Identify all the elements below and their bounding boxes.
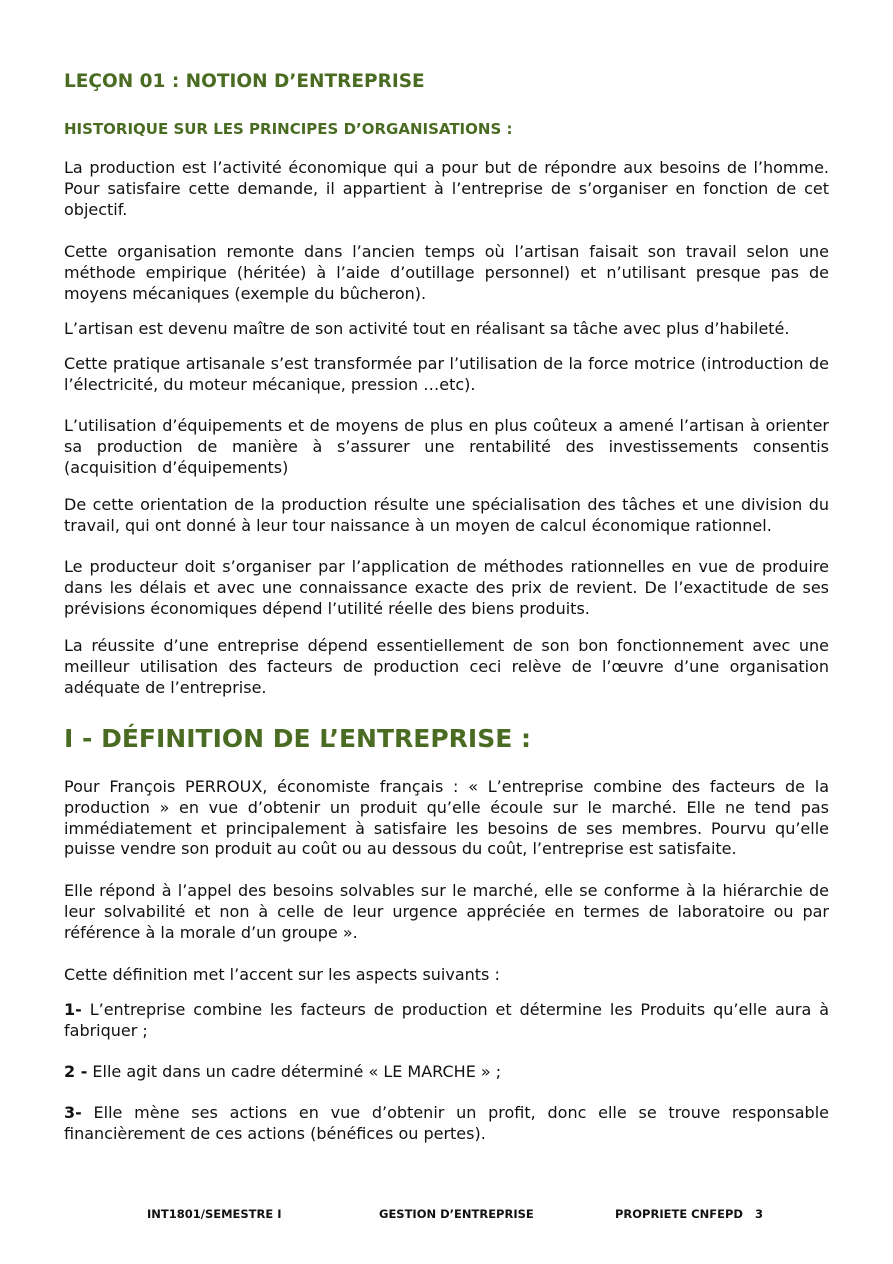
footer-course-code: INT1801/SEMESTRE I bbox=[147, 1207, 282, 1221]
list-item bbox=[64, 1000, 829, 1042]
list-item bbox=[64, 1062, 829, 1083]
paragraph: Cette pratique artisanale s’est transformée par l’utilisation de la force motrice (introduction de l’électricité, du moteur mécanique, pression …etc). bbox=[64, 354, 829, 394]
list-item-text: Elle mène ses actions en vue d’obtenir un profit, donc elle se trouve responsable financièrement de ces actions (bénéfices ou pertes). bbox=[64, 1103, 829, 1143]
section-heading: HISTORIQUE SUR LES PRINCIPES D’ORGANISATIONS : bbox=[64, 120, 513, 138]
footer-page-number: 3 bbox=[755, 1207, 764, 1221]
footer-subject: GESTION D’ENTREPRISE bbox=[379, 1207, 534, 1221]
lesson-title: LEÇON 01 : NOTION D’ENTREPRISE bbox=[64, 71, 425, 92]
page-footer bbox=[0, 1207, 893, 1225]
footer-owner: PROPRIETE CNFEPD bbox=[615, 1207, 743, 1221]
paragraph: La réussite d’une entreprise dépend essentiellement de son bon fonctionnement avec une meilleur utilisation des facteurs de production ceci relève de l’œuvre d’une organisation adéquate de l’entreprise. bbox=[64, 636, 829, 697]
list-item-text: L’entreprise combine les facteurs de production et détermine les Produits qu’elle aura à fabriquer ; bbox=[64, 1000, 829, 1040]
list-item-number: 3- bbox=[64, 1103, 82, 1122]
list-item-number: 2 - bbox=[64, 1062, 88, 1081]
paragraph: Cette organisation remonte dans l’ancien temps où l’artisan faisait son travail selon une méthode empirique (héritée) à l’aide d’outillage personnel) et n’utilisant presque pas de moyens mécaniques (exemple du bûcheron). bbox=[64, 242, 829, 303]
definition-paragraph: Elle répond à l’appel des besoins solvables sur le marché, elle se conforme à la hiérarchie de leur solvabilité et non à celle de leur urgence appréciée en termes de laboratoire ou par référence à la morale d’un groupe ». bbox=[64, 881, 829, 942]
paragraph: De cette orientation de la production résulte une spécialisation des tâches et une division du travail, qui ont donné à leur tour naissance à un moyen de calcul économique rationnel. bbox=[64, 495, 829, 535]
list-item-number: 1- bbox=[64, 1000, 82, 1019]
paragraph: Le producteur doit s’organiser par l’application de méthodes rationnelles en vue de produire dans les délais et avec une connaissance exacte des prix de revient. De l’exactitude de ses prévisions économiques dépend l’utilité réelle des biens produits. bbox=[64, 557, 829, 618]
paragraph: L’utilisation d’équipements et de moyens de plus en plus coûteux a amené l’artisan à orienter sa production de manière à s’assurer une rentabilité des investissements consentis (acquisition d’équipements) bbox=[64, 416, 829, 477]
definition-paragraph: Pour François PERROUX, économiste français : « L’entreprise combine des facteurs de la production » en vue d’obtenir un produit qu’elle écoule sur le marché. Elle ne tend pas immédiatement et principalement à satisfaire les besoins de ses membres. Pourvu qu’elle puisse vendre son produit au coût ou au dessous du coût, l’entreprise est satisfaite. bbox=[64, 777, 829, 859]
paragraph: L’artisan est devenu maître de son activité tout en réalisant sa tâche avec plus d’habileté. bbox=[64, 319, 790, 338]
definition-intro: Cette définition met l’accent sur les aspects suivants : bbox=[64, 965, 500, 984]
definition-heading: I - DÉFINITION DE L’ENTREPRISE : bbox=[64, 724, 532, 753]
list-item-text: Elle agit dans un cadre déterminé « LE MARCHE » ; bbox=[87, 1062, 502, 1081]
paragraph: La production est l’activité économique qui a pour but de répondre aux besoins de l’homme. Pour satisfaire cette demande, il appartient à l’entreprise de s’organiser en fonction de cet objectif. bbox=[64, 158, 829, 219]
list-item bbox=[64, 1103, 829, 1145]
